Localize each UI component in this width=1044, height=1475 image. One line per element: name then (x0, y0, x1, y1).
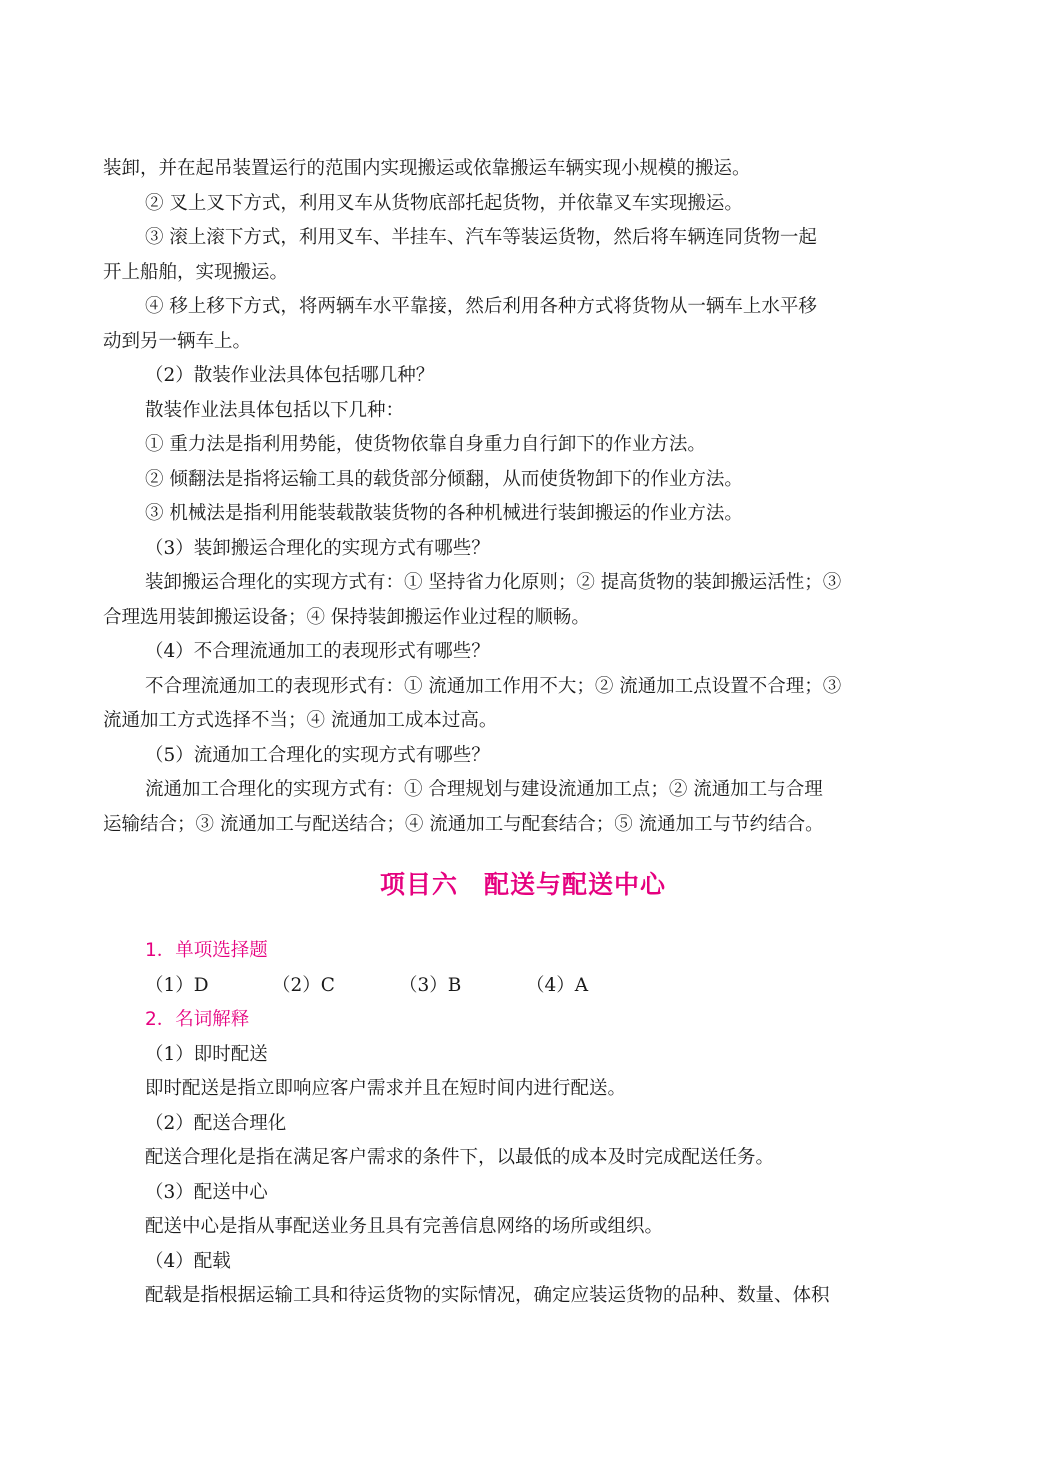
paragraph-line: 运输结合；③ 流通加工与配送结合；④ 流通加工与配套结合；⑤ 流通加工与节约结合。 (103, 813, 824, 835)
answer-row (103, 969, 943, 1004)
term-title: （2）配送合理化 (145, 1112, 287, 1134)
paragraph-line: 流通加工合理化的实现方式有：① 合理规划与建设流通加工点；② 流通加工与合理 (145, 779, 823, 800)
question-line: （3）装卸搬运合理化的实现方式有哪些？ (145, 537, 490, 559)
question-line: （2）散装作业法具体包括哪几种？ (145, 365, 435, 386)
term-definition: 配送合理化是指在满足客户需求的条件下，以最低的成本及时完成配送任务。 (145, 1147, 775, 1168)
paragraph-line: 装卸搬运合理化的实现方式有：① 坚持省力化原则；② 提高货物的装卸搬运活性；③ (145, 572, 842, 593)
paragraph-line: ④ 移上移下方式，将两辆车水平靠接，然后利用各种方式将货物从一辆车上水平移 (145, 296, 817, 317)
paragraph-line: 不合理流通加工的表现形式有：① 流通加工作用不大；② 流通加工点设置不合理；③ (145, 675, 842, 697)
chapter-heading: 项目六 配送与配送中心 (379, 870, 666, 899)
answer-item: （4）A (526, 974, 589, 996)
section-title-terms: 2．名词解释 (145, 1009, 250, 1030)
paragraph-line: 动到另一辆车上。 (103, 330, 252, 352)
term-title: （3）配送中心 (145, 1181, 268, 1203)
document-page (103, 152, 943, 1314)
term-definition: 即时配送是指立即响应客户需求并且在短时间内进行配送。 (145, 1078, 627, 1099)
paragraph-line: ③ 机械法是指利用能装载散装货物的各种机械进行装卸搬运的作业方法。 (145, 503, 743, 524)
paragraph-line: 流通加工方式选择不当；④ 流通加工成本过高。 (103, 710, 498, 731)
question-line: （5）流通加工合理化的实现方式有哪些？ (145, 744, 490, 766)
part1-body (103, 152, 943, 842)
term-definition: 配送中心是指从事配送业务且具有完善信息网络的场所或组织。 (145, 1216, 664, 1237)
paragraph-line: 开上船舶，实现搬运。 (103, 261, 289, 283)
paragraph-line: ① 重力法是指利用势能，使货物依靠自身重力自行卸下的作业方法。 (145, 434, 706, 455)
answer-item: （2）C (272, 974, 335, 996)
paragraph-line: ③ 滚上滚下方式，利用叉车、半挂车、汽车等装运货物，然后将车辆连同货物一起 (145, 227, 817, 248)
section-title-choice: 1．单项选择题 (145, 940, 268, 961)
term-title: （1）即时配送 (145, 1043, 268, 1065)
term-definition: 配载是指根据运输工具和待运货物的实际情况，确定应装运货物的品种、数量、体积 (145, 1285, 830, 1306)
answer-item: （3）B (399, 974, 462, 996)
paragraph-line: 装卸，并在起吊装置运行的范围内实现搬运或依靠搬运车辆实现小规模的搬运。 (103, 158, 751, 179)
paragraph-line: ② 叉上叉下方式，利用叉车从货物底部托起货物，并依靠叉车实现搬运。 (145, 192, 743, 214)
paragraph-line: 散装作业法具体包括以下几种： (145, 399, 405, 421)
answer-item: （1）D (145, 974, 209, 996)
term-title: （4）配载 (145, 1250, 231, 1272)
paragraph-line: ② 倾翻法是指将运输工具的载货部分倾翻，从而使货物卸下的作业方法。 (145, 468, 743, 490)
paragraph-line: 合理选用装卸搬运设备；④ 保持装卸搬运作业过程的顺畅。 (103, 606, 590, 628)
question-line: （4）不合理流通加工的表现形式有哪些？ (145, 641, 490, 662)
